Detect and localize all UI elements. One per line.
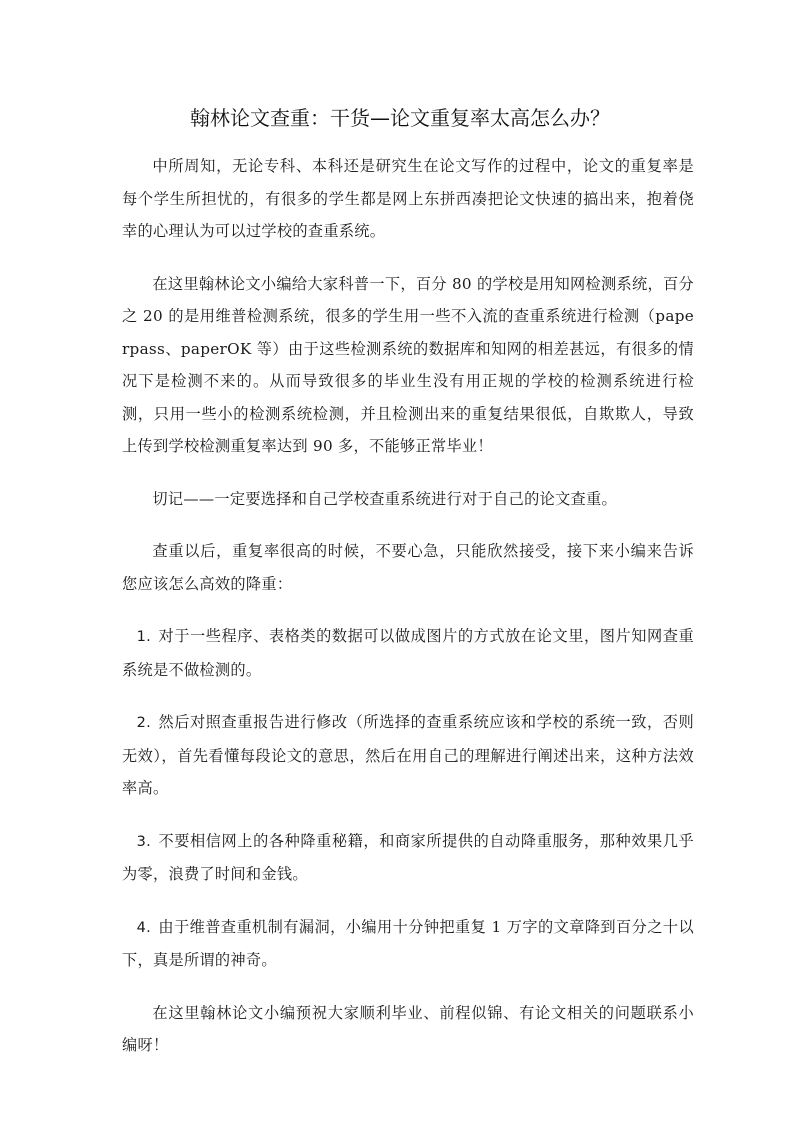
list-item-text: 不要相信网上的各种降重秘籍，和商家所提供的自动降重服务，那种效果几乎为零，浪费了时间和金钱。 bbox=[122, 831, 694, 883]
list-item-text: 然后对照查重报告进行修改（所选择的查重系统应该和学校的系统一致，否则无效），首先看懂每段论文的意思，然后在用自己的理解进行阐述出来，这种方法效率高。 bbox=[122, 713, 694, 797]
document-body bbox=[122, 150, 694, 1082]
paragraph-after-check: 查重以后，重复率很高的时候，不要心急，只能欣然接受，接下来小编来告诉您应该怎么高效的降重： bbox=[122, 542, 694, 593]
list-item-number: 2. bbox=[136, 715, 151, 731]
list-item-number: 3. bbox=[136, 833, 151, 850]
list-item bbox=[122, 706, 694, 805]
list-item bbox=[122, 620, 694, 686]
paragraph-detection-systems: 在这里翰林论文小编给大家科普一下，百分 80 的学校是用知网检测系统，百分之 20 的是用维普检测系统，很多的学生用一些不入流的查重系统进行检测（paperpass、paperOK 等）由于这些检测系统的数据库和知网的相差甚远，有很多的情况下是检测不来的。从而导致很多的毕业生没有用正规的学校的检测系统进行检测，只用一些小的检测系统检测，并且检测出来的重复结果很低，自欺欺人，导致上传到学校检测重复率达到 90 多，不能够正常毕业！ bbox=[122, 274, 694, 455]
list-item bbox=[122, 825, 694, 891]
list-item-number: 1. bbox=[136, 629, 151, 645]
paragraph-warning: 切记——一定要选择和自己学校查重系统进行对于自己的论文查重。 bbox=[152, 489, 618, 508]
list-item-text: 由于维普查重机制有漏洞，小编用十分钟把重复 1 万字的文章降到百分之十以下，真是所谓的神奇。 bbox=[122, 917, 694, 969]
list-item-text: 对于一些程序、表格类的数据可以做成图片的方式放在论文里，图片知网查重系统是不做检测的。 bbox=[122, 627, 694, 679]
list-item bbox=[122, 911, 694, 977]
paragraph-closing: 在这里翰林论文小编预祝大家顺利毕业、前程似锦、有论文相关的问题联系小编呀！ bbox=[122, 1003, 694, 1054]
document-title: 翰林论文查重：干货—论文重复率太高怎么办？ bbox=[190, 106, 610, 130]
list-item-number: 4. bbox=[136, 919, 151, 936]
paragraph-intro: 中所周知，无论专科、本科还是研究生在论文写作的过程中，论文的重复率是每个学生所担忧的，有很多的学生都是网上东拼西凑把论文快速的搞出来，抱着侥幸的心理认为可以过学校的查重系统。 bbox=[122, 157, 694, 240]
